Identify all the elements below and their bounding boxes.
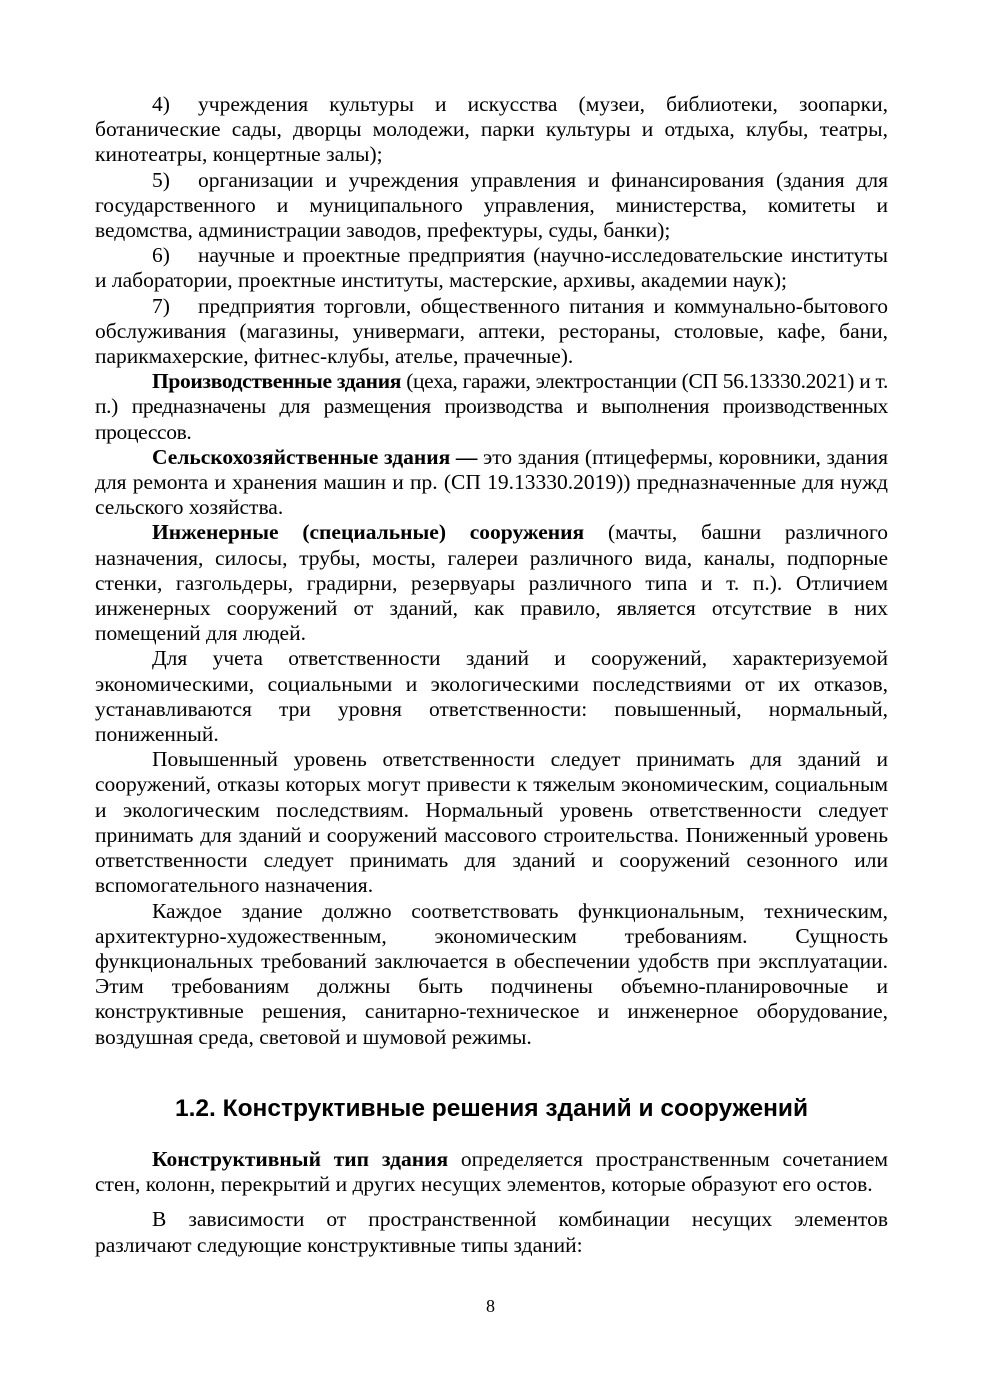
paragraph-text: (цеха, гаражи, электростанции (СП 56.13330.2021) и т. п.) предназначены для размещения производства и выполнения производственных процессов.	[95, 369, 888, 444]
list-item	[95, 168, 888, 244]
list-item	[95, 92, 888, 168]
list-text: учреждения культуры и искусства (музеи, библиотеки, зоопарки, ботанические сады, дворцы молодежи, парки культуры и отдыха, клубы, театры, кинотеатры, концертные залы);	[95, 92, 888, 167]
section-body	[95, 1147, 888, 1268]
term-agricultural: Сельскохозяйственные здания —	[152, 444, 478, 469]
paragraph-types: В зависимости от пространственной комбинации несущих элементов различают следующие конструктивные типы зданий:	[95, 1207, 888, 1257]
list-number: 4)	[152, 92, 170, 116]
paragraph-levels: Повышенный уровень ответственности следует принимать для зданий и сооружений, отказы которых могут привести к тяжелым экономическим, социальным и экологическим последствиям. Нормальный уровень ответственности следует принимать для зданий и сооружений массового строительства. Пониженный уровень ответственности следует принимать для зданий и сооружений сезонного или вспомогательного назначения.	[95, 747, 888, 898]
list-text: предприятия торговли, общественного питания и коммунально-бытового обслуживания (магазины, универмаги, аптеки, рестораны, столовые, кафе, бани, парикмахерские, фитнес-клубы, ателье, прачечные).	[95, 293, 888, 369]
paragraph-text: (мачты, башни различного назначения, силосы, трубы, мосты, галереи различного вида, каналы, подпорные стенки, газгольдеры, градирни, резервуары различного типа и т. п.). Отличием инженерных сооружений от зданий, как правило, является отсутствие в них помещений для людей.	[95, 520, 888, 646]
list-item	[95, 243, 888, 293]
section-heading: 1.2. Конструктивные решения зданий и сооружений	[174, 1095, 809, 1122]
list-item	[95, 294, 888, 370]
paragraph-text: это здания (птицефермы, коровники, здания для ремонта и хранения машин и пр. (СП 19.13330.2019)) предназначенные для нужд сельского хозяйства.	[95, 444, 888, 520]
paragraph-structural-type	[95, 1147, 888, 1197]
paragraph-agricultural	[95, 445, 888, 521]
list-number: 5)	[152, 167, 170, 192]
paragraph-industrial	[95, 369, 888, 445]
term-structural-type: Конструктивный тип здания	[152, 1147, 449, 1171]
list-text: организации и учреждения управления и финансирования (здания для государственного и муниципального управления, министерства, комитеты и ведомства, администрации заводов, префектуры, суды, банки);	[95, 167, 888, 243]
paragraph-requirements: Каждое здание должно соответствовать функциональным, техническим, архитектурно-художественным, экономическим требованиям. Сущность функциональных требований заключается в обеспечении удобств при эксплуатации. Этим требованиям должны быть подчинены объемно-планировочные и конструктивные решения, санитарно-техническое и инженерное оборудование, воздушная среда, световой и шумовой режимы.	[95, 898, 888, 1049]
term-industrial: Производственные здания	[152, 369, 402, 394]
paragraph-engineering	[95, 520, 888, 646]
list-number: 6)	[152, 243, 170, 268]
list-text: научные и проектные предприятия (научно-исследовательские институты и лаборатории, проектные институты, мастерские, архивы, академии наук);	[95, 243, 888, 293]
body-text	[95, 92, 888, 1050]
paragraph-responsibility: Для учета ответственности зданий и сооружений, характеризуемой экономическими, социальными и экологическими последствиями от их отказов, устанавливаются три уровня ответственности: повышенный, нормальный, пониженный.	[95, 646, 888, 747]
page-number: 8	[486, 1296, 495, 1316]
list-number: 7)	[152, 293, 170, 318]
paragraph-text: определяется пространственным сочетанием стен, колонн, перекрытий и других несущих элементов, которые образуют его остов.	[95, 1147, 889, 1197]
term-engineering: Инженерные (специальные) сооружения	[152, 520, 585, 545]
